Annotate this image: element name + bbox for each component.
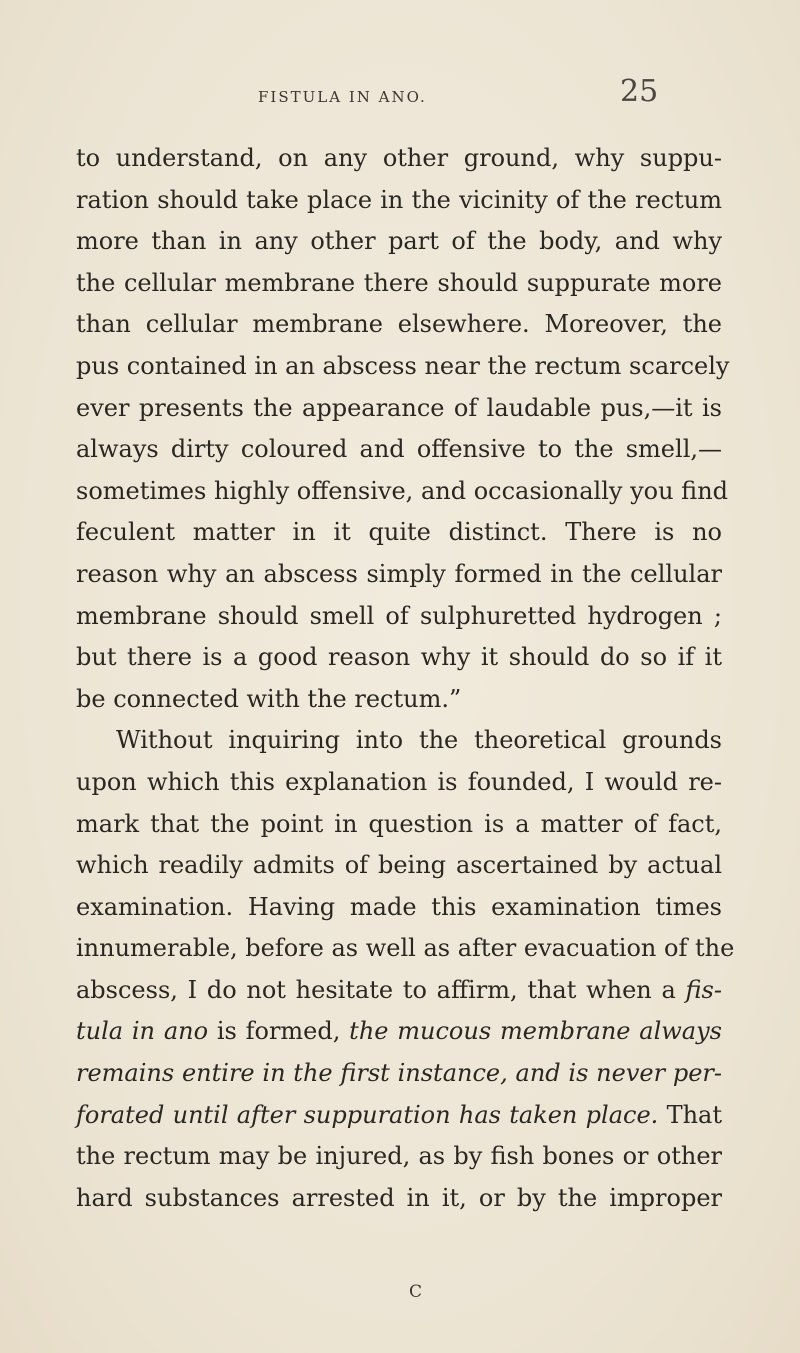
text-line: mark that the point in question is a matter of fact, [76,809,722,838]
text-line: ration should take place in the vicinity of the rectum [76,185,722,214]
running-head: FISTULA IN ANO. [258,88,427,106]
text-line: always dirty coloured and offensive to the smell,— [76,435,722,464]
text-line [76,1011,722,1053]
text-run: abscess, I do not hesitate to affirm, that when a [76,975,676,1004]
signature-mark: C [409,1282,423,1302]
text-line: to understand, on any other ground, why suppu- [76,144,722,172]
text-line [76,1053,722,1095]
text-line: the rectum may be injured, as by fish bones or other [76,1142,722,1171]
text-line: but there is a good reason why it should do so if it [76,643,722,672]
italic-run: forated until after suppuration has taken place. [76,1100,659,1129]
text-line: more than in any other part of the body, and why [76,227,722,256]
text-line: hard substances arrested in it, or by the improper [76,1183,722,1212]
text-run: is formed, [208,1017,350,1046]
text-line: reason why an abscess simply formed in the cellular [76,559,722,588]
text-line: upon which this explanation is founded, I would re- [76,767,722,796]
text-line: membrane should smell of sulphuretted hydrogen ; [76,601,722,630]
text-line: feculent matter in it quite distinct. There is no [76,518,722,547]
text-line: innumerable, before as well as after evacuation of the [76,934,735,963]
text-line: the cellular membrane there should suppurate more [76,268,722,297]
text-line: examination. Having made this examination times [76,892,722,921]
text-line [76,970,722,1012]
text-line: be connected with the rectum.” [76,684,462,713]
italic-run: remains entire in the first instance, and is never per- [76,1059,722,1088]
page-number: 25 [620,74,659,109]
text-line: which readily admits of being ascertained by actual [76,851,722,880]
text-line [76,1095,722,1137]
italic-run: the mucous membrane always [349,1017,722,1046]
body-text [76,138,735,1219]
text-line: pus contained in an abscess near the rectum scarcely [76,351,730,380]
text-line: than cellular membrane elsewhere. Moreover, the [76,310,722,339]
paragraph-start-line: Without inquiring into the theoretical grounds [116,726,722,755]
text-run: That [658,1100,723,1129]
text-line: sometimes highly offensive, and occasionally you find [76,476,729,505]
italic-run: tula in ano [76,1017,209,1046]
text-line: ever presents the appearance of laudable pus,—it is [76,393,722,422]
italic-run: fis- [685,975,722,1004]
